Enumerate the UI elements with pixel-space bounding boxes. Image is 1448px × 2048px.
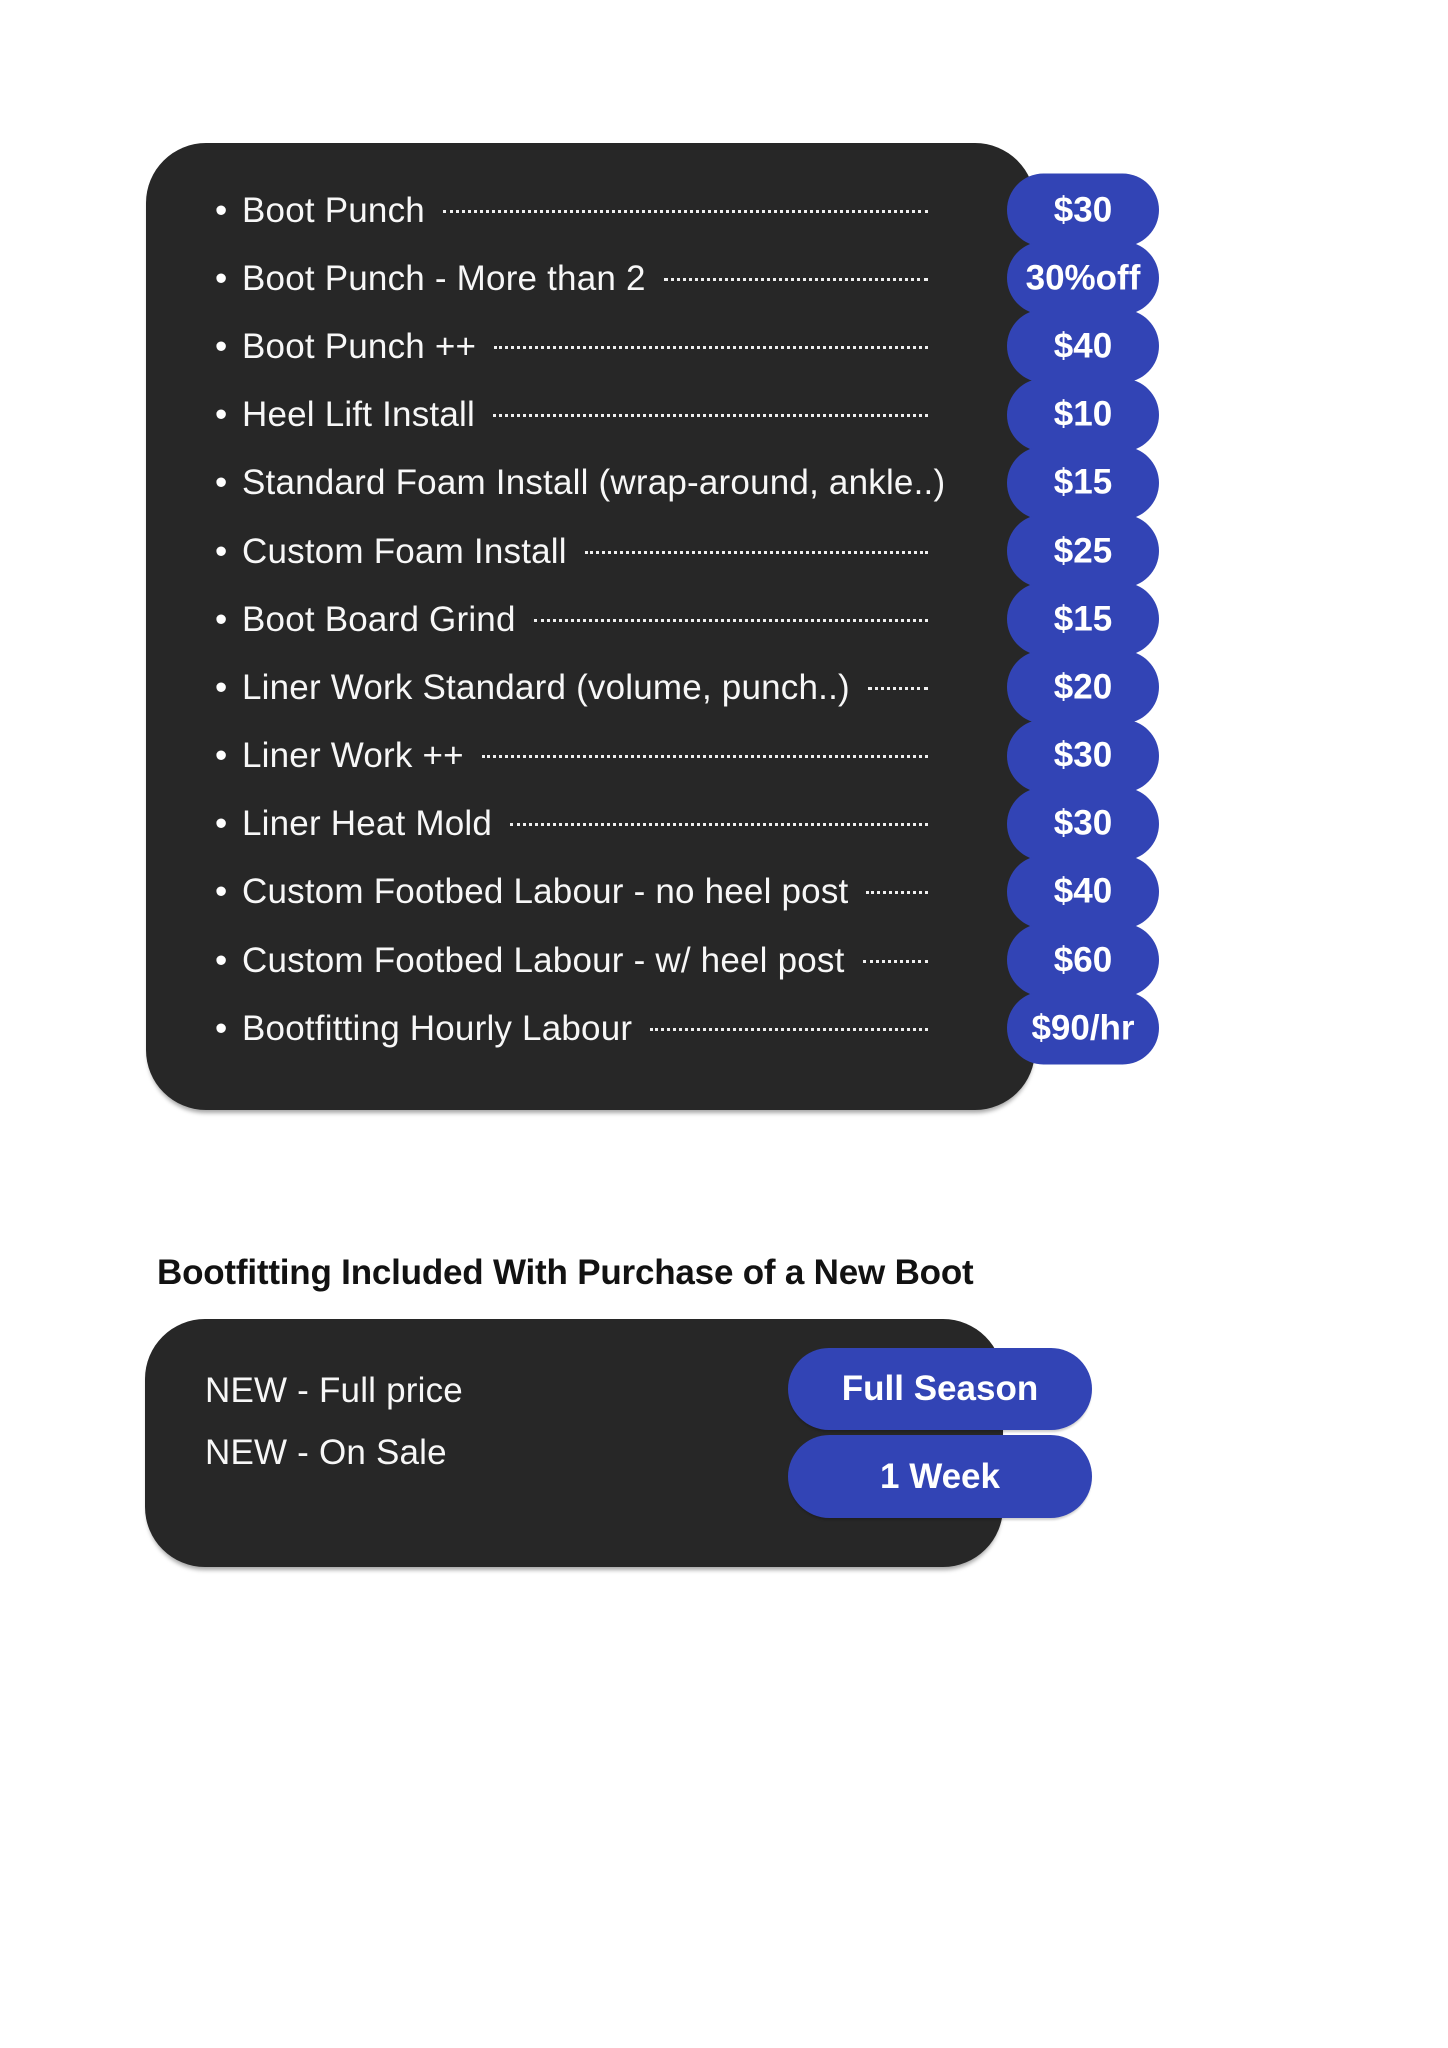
price-list-item [215, 790, 1113, 858]
service-label: Custom Foam Install [242, 531, 567, 571]
price-list-item [215, 449, 1113, 517]
dotted-leader [482, 755, 928, 758]
duration-badge: 1 Week [788, 1435, 1092, 1518]
bullet-icon: • [215, 258, 228, 298]
service-label: Liner Work Standard (volume, punch..) [242, 667, 850, 707]
price-list-item [215, 722, 1113, 790]
price-badge: $25 [1007, 515, 1159, 588]
dotted-leader [493, 414, 928, 417]
bullet-icon: • [215, 463, 228, 503]
price-list-item [215, 926, 1113, 994]
price-badge: $90/hr [1007, 992, 1159, 1065]
dotted-leader [664, 278, 928, 281]
price-list-item [215, 653, 1113, 721]
plan-label: NEW - Full price [205, 1370, 463, 1410]
bullet-icon: • [215, 736, 228, 776]
bullet-icon: • [215, 190, 228, 230]
service-label: Custom Footbed Labour - w/ heel post [242, 940, 845, 980]
price-list-item [215, 994, 1135, 1062]
service-label: Liner Work ++ [242, 736, 464, 776]
dotted-leader [510, 823, 928, 826]
price-list-item [215, 517, 1113, 585]
service-label: Custom Footbed Labour - no heel post [242, 872, 849, 912]
bullet-icon: • [215, 326, 228, 366]
bullet-icon: • [215, 940, 228, 980]
bullet-icon: • [215, 804, 228, 844]
dotted-leader [868, 687, 928, 690]
price-list-item [215, 244, 1141, 312]
dotted-leader [650, 1028, 928, 1031]
dotted-leader [494, 346, 928, 349]
price-badge: $20 [1007, 651, 1159, 724]
service-label: Bootfitting Hourly Labour [242, 1008, 633, 1048]
included-card [145, 1319, 1039, 1567]
price-badge: $40 [1007, 310, 1159, 383]
bullet-icon: • [215, 599, 228, 639]
dotted-leader [585, 551, 928, 554]
price-list-item [215, 585, 1113, 653]
service-label: Liner Heat Mold [242, 804, 493, 844]
duration-badge: Full Season [788, 1348, 1092, 1430]
bullet-icon: • [215, 872, 228, 912]
dotted-leader [866, 891, 928, 894]
price-badge: 30%off [1007, 242, 1159, 315]
bullet-icon: • [215, 395, 228, 435]
price-badge: $30 [1007, 787, 1159, 860]
service-label: Heel Lift Install [242, 395, 475, 435]
service-label: Boot Punch - More than 2 [242, 258, 646, 298]
price-badge: $30 [1007, 719, 1159, 792]
services-price-card [146, 143, 1141, 1110]
service-label: Boot Punch ++ [242, 326, 477, 366]
price-badge: $15 [1007, 583, 1159, 656]
service-label: Standard Foam Install (wrap-around, ankle..) [242, 463, 946, 503]
price-list-item [215, 858, 1113, 926]
price-badge: $60 [1007, 924, 1159, 997]
plan-label: NEW - On Sale [205, 1432, 447, 1472]
price-badge: $40 [1007, 855, 1159, 928]
dotted-leader [863, 960, 928, 963]
service-label: Boot Punch [242, 190, 425, 230]
dotted-leader [534, 619, 928, 622]
price-list-item [215, 312, 1113, 380]
price-list-item [215, 176, 1113, 244]
bullet-icon: • [215, 1008, 228, 1048]
services-price-list [146, 143, 1141, 1062]
price-badge: $30 [1007, 174, 1159, 247]
included-section-heading: Bootfitting Included With Purchase of a New Boot [157, 1253, 974, 1292]
price-list-item [215, 381, 1113, 449]
dotted-leader [443, 210, 928, 213]
price-badge: $15 [1007, 446, 1159, 519]
service-label: Boot Board Grind [242, 599, 516, 639]
bullet-icon: • [215, 667, 228, 707]
price-badge: $10 [1007, 378, 1159, 451]
bullet-icon: • [215, 531, 228, 571]
